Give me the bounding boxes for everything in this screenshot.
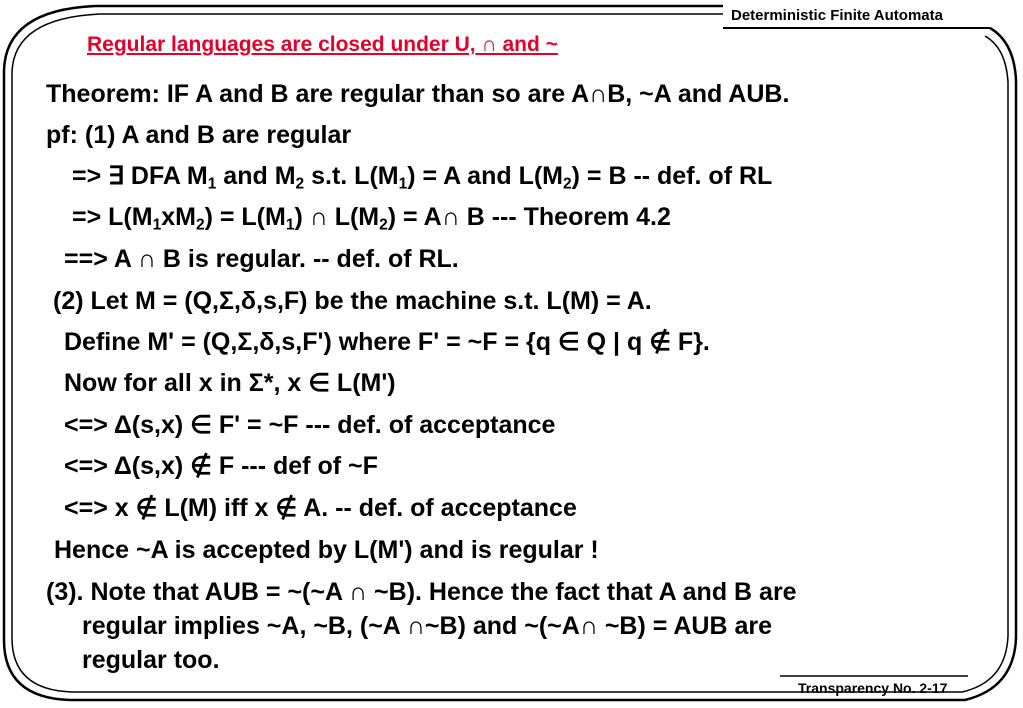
proof-line-9: <=> Δ(s,x) ∉ F --- def of ~F (64, 452, 378, 480)
proof-line-12: (3). Note that AUB = ~(~A ∩ ~B). Hence the fact that A and B are (46, 578, 797, 606)
proof-line-8: <=> Δ(s,x) ∈ F' = ~F --- def. of acceptance (64, 411, 556, 439)
theorem-line: Theorem: IF A and B are regular than so are A∩B, ~A and AUB. (46, 80, 790, 108)
proof-line-5: (2) Let M = (Q,Σ,δ,s,F) be the machine s.t. L(M) = A. (53, 287, 652, 315)
slide-title: Regular languages are closed under U, ∩ and ~ (87, 33, 558, 56)
proof-line-11: Hence ~A is accepted by L(M') and is regular ! (54, 536, 599, 564)
proof-line-1: pf: (1) A and B are regular (46, 121, 352, 149)
proof-line-10: <=> x ∉ L(M) iff x ∉ A. -- def. of acceptance (64, 494, 577, 522)
proof-line-2: => ∃ DFA $M_1$ and $M_2$ s.t. $L(M_1) = A$ and $L(M_2) = B$ -- def. of RL (72, 162, 773, 193)
proof-line-6: Define M' = (Q,Σ,δ,s,F') where F' = ~F = {q ∈ Q | q ∉ F}. (64, 328, 710, 356)
proof-line-4: ==> A ∩ B is regular. -- def. of RL. (64, 245, 459, 273)
proof-line-13: regular implies ~A, ~B, (~A ∩~B) and ~(~A∩ ~B) = AUB are (82, 612, 773, 640)
course-title: Deterministic Finite Automata (731, 7, 943, 24)
transparency-number: Transparency No. 2-17 (798, 680, 948, 696)
proof-line-7: Now for all x in Σ*, x ∈ L(M') (64, 369, 396, 397)
proof-line-3: => $L(M_1xM_2) = L(M_1)$ ∩ $L(M_2)$ = A∩ B --- Theorem 4.2 (72, 203, 671, 234)
proof-line-14: regular too. (82, 646, 220, 674)
